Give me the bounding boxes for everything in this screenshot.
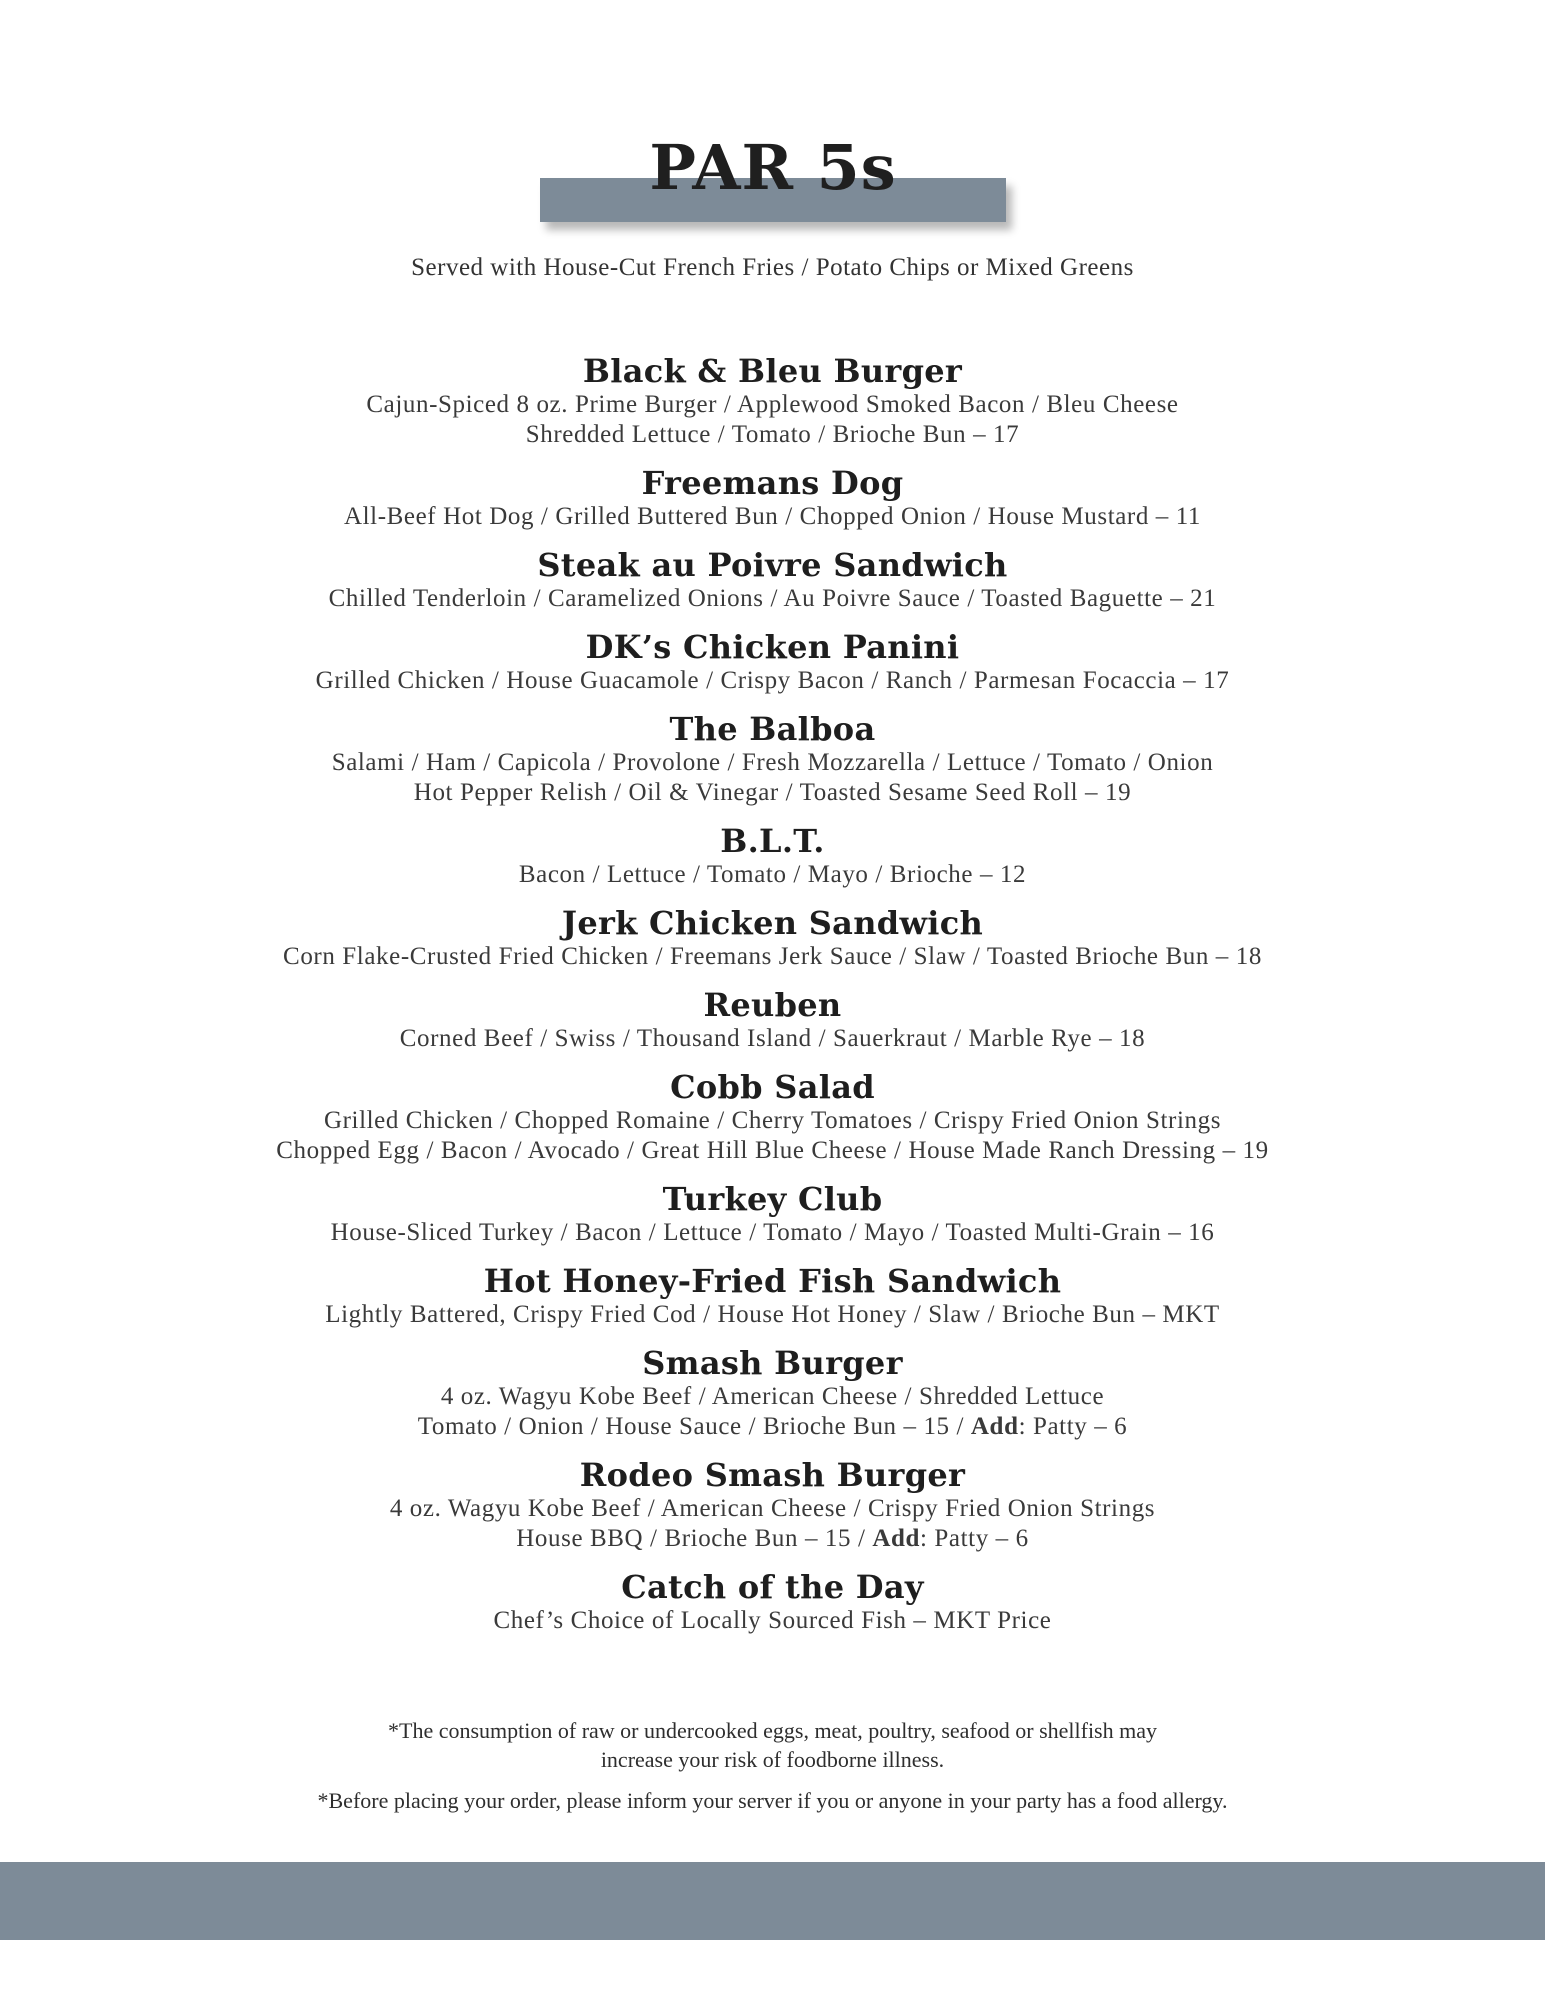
menu-item-name: Black & Bleu Burger	[582, 352, 963, 390]
add-on-text: Tomato / Onion / House Sauce / Brioche Bun – 15 /	[417, 1413, 971, 1440]
menu-item-name: DK’s Chicken Panini	[585, 628, 960, 666]
menu-item-description: Bacon / Lettuce / Tomato / Mayo / Brioche – 12	[518, 861, 1027, 888]
menu-list	[0, 352, 1545, 1636]
menu-item-name: Jerk Chicken Sandwich	[561, 904, 984, 942]
menu-item-description	[0, 1412, 1545, 1442]
disclaimer-paragraph	[0, 1716, 1545, 1774]
add-on-text: : Patty – 6	[1018, 1413, 1128, 1440]
menu-item-name: Smash Burger	[642, 1344, 903, 1382]
menu-item-description: House-Sliced Turkey / Bacon / Lettuce / Tomato / Mayo / Toasted Multi-Grain – 16	[330, 1219, 1215, 1246]
page-title: PAR 5s	[649, 131, 897, 204]
menu-item	[0, 1344, 1545, 1442]
menu-item-description: Chef’s Choice of Locally Sourced Fish – MKT Price	[493, 1607, 1052, 1634]
menu-item-description: Shredded Lettuce / Tomato / Brioche Bun – 17	[525, 421, 1020, 448]
menu-item-description: Cajun-Spiced 8 oz. Prime Burger / Applewood Smoked Bacon / Bleu Cheese	[366, 391, 1179, 418]
menu-item-description: Grilled Chicken / House Guacamole / Crispy Bacon / Ranch / Parmesan Focaccia – 17	[315, 667, 1230, 694]
disclaimer-line: *Before placing your order, please inform your server if you or anyone in your party has a food allergy.	[317, 1788, 1228, 1813]
menu-item	[0, 352, 1545, 450]
menu-item-description: Corned Beef / Swiss / Thousand Island / Sauerkraut / Marble Rye – 18	[399, 1025, 1146, 1052]
menu-item	[0, 1568, 1545, 1636]
menu-item-name: Freemans Dog	[641, 464, 904, 502]
disclaimer-line: *The consumption of raw or undercooked eggs, meat, poultry, seafood or shellfish may	[388, 1718, 1157, 1743]
menu-item	[0, 986, 1545, 1054]
menu-item-name: Hot Honey-Fried Fish Sandwich	[483, 1262, 1062, 1300]
menu-item-description: Chilled Tenderloin / Caramelized Onions / Au Poivre Sauce / Toasted Baguette – 21	[328, 585, 1217, 612]
menu-item	[0, 628, 1545, 696]
menu-item-name: Cobb Salad	[670, 1068, 875, 1106]
menu-item	[0, 710, 1545, 808]
menu-item	[0, 546, 1545, 614]
menu-item-description: All-Beef Hot Dog / Grilled Buttered Bun / Chopped Onion / House Mustard – 11	[343, 503, 1202, 530]
add-on-text: House BBQ / Brioche Bun – 15 /	[516, 1525, 873, 1552]
menu-item	[0, 464, 1545, 532]
add-on-label: Add	[970, 1413, 1019, 1440]
disclaimer-line: increase your risk of foodborne illness.	[600, 1747, 945, 1772]
menu-item-description: Lightly Battered, Crispy Fried Cod / House Hot Honey / Slaw / Brioche Bun – MKT	[325, 1301, 1220, 1328]
menu-item	[0, 1456, 1545, 1554]
menu-item	[0, 822, 1545, 890]
menu-item-name: Rodeo Smash Burger	[579, 1456, 966, 1494]
add-on-text: : Patty – 6	[920, 1525, 1029, 1552]
menu-item-description	[0, 1524, 1545, 1554]
menu-item-name: B.L.T.	[720, 822, 825, 860]
menu-item-name: Steak au Poivre Sandwich	[537, 546, 1008, 584]
menu-item-name: The Balboa	[669, 710, 876, 748]
page-subtitle: Served with House-Cut French Fries / Potato Chips or Mixed Greens	[411, 254, 1134, 281]
disclaimer-paragraph	[0, 1786, 1545, 1815]
menu-item	[0, 1262, 1545, 1330]
menu-item-description: Salami / Ham / Capicola / Provolone / Fresh Mozzarella / Lettuce / Tomato / Onion	[331, 749, 1214, 776]
menu-item	[0, 1180, 1545, 1248]
menu-item	[0, 904, 1545, 972]
add-on-label: Add	[872, 1525, 921, 1552]
menu-item-name: Turkey Club	[662, 1180, 883, 1218]
title-banner	[540, 130, 1006, 218]
menu-item-description: 4 oz. Wagyu Kobe Beef / American Cheese / Shredded Lettuce	[440, 1383, 1105, 1410]
menu-item-name: Reuben	[703, 986, 842, 1024]
menu-item-name: Catch of the Day	[621, 1568, 924, 1606]
menu-item-description: 4 oz. Wagyu Kobe Beef / American Cheese / Crispy Fried Onion Strings	[389, 1495, 1156, 1522]
disclaimer-block	[0, 1716, 1545, 1815]
menu-item	[0, 1068, 1545, 1166]
menu-item-description: Corn Flake-Crusted Fried Chicken / Freemans Jerk Sauce / Slaw / Toasted Brioche Bun – 18	[283, 943, 1262, 970]
menu-item-description: Grilled Chicken / Chopped Romaine / Cherry Tomatoes / Crispy Fried Onion Strings	[323, 1107, 1222, 1134]
menu-item-description: Chopped Egg / Bacon / Avocado / Great Hill Blue Cheese / House Made Ranch Dressing – 19	[276, 1137, 1269, 1164]
menu-item-description: Hot Pepper Relish / Oil & Vinegar / Toasted Sesame Seed Roll – 19	[413, 779, 1132, 806]
footer-bar	[0, 1862, 1545, 1940]
